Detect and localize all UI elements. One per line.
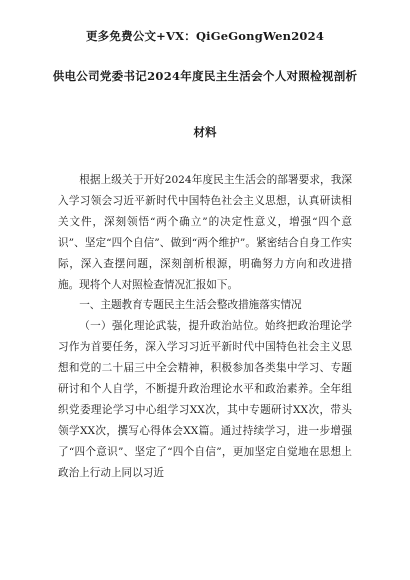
section-heading: 一、主题教育专题民主生活会整改措施落实情况	[79, 299, 302, 312]
intro-paragraph: 根据上级关于开好2024年度民主生活会的部署要求，我深入学习领会习近平新时代中国特色社会主义思想，认真研读相关文件，深刻领悟“两个确立”的决定性意义，增强“四个意识”、坚定“四个自信”、做到“两个维护”。紧密结合自身工作实际，深入查摆问题，深刻剖析根源，明确努力方向和改进措施。现将个人对照检查情况汇报如下。	[58, 174, 352, 291]
document-title: 供电公司党委书记2024年度民主生活会个人对照检视剖析	[52, 69, 358, 83]
document-title-continued: 材料	[193, 125, 217, 139]
subsection-paragraph: （一）强化理论武装，提升政治站位。始终把政治理论学习作为首要任务，深入学习习近平新时代中国特色社会主义思想和党的二十届三中全会精神，积极参加各类集中学习、专题研讨和个人自学，不断提升政治理论水平和政治素养。全年组织党委理论学习中心组学习XX次，其中专题研讨XX次，带头领学XX次，撰写心得体会XX篇。通过持续学习，进一步增强了“四个意识”、坚定了“四个自信”，更加坚定自觉地在思想上政治上行动上同以习近	[58, 320, 352, 479]
document-body	[58, 170, 352, 484]
watermark-text: 更多免费公文+VX：QiGeGongWen2024	[85, 29, 325, 43]
